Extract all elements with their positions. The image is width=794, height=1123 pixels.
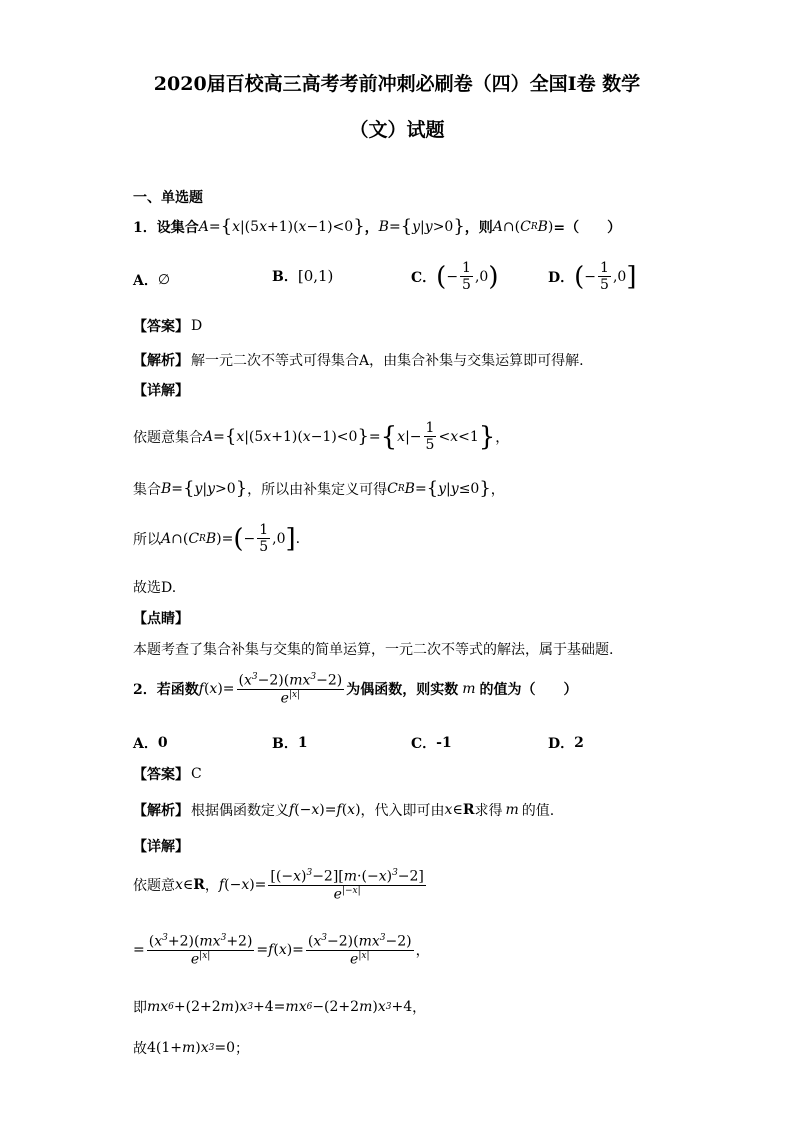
- q2-analysis: 【解析】 根据偶函数定义 f (− x )= f ( x ) ，代入即可由 x ∈ R 求得 m 的值.: [133, 802, 555, 819]
- q2-detail-line-2: = $\frac{(x^3+2)(mx^3+2)}{e^{|x|}}$ = f ( x )= $\frac{(x^3-2)(mx^3-2)}{e^{|x|}}$ ，: [133, 933, 430, 968]
- q1-option-c: C． ( − $\frac{1}{5}$ ,0 ): [411, 260, 499, 294]
- section-heading: 一、单选题: [133, 190, 203, 206]
- q2-detail-line-3: 即 mx 6 +(2+2 m ) x 3 +4= mx 6 −(2+2 m ) x 3 +4 ，: [133, 999, 427, 1016]
- question-1-stem: 1． 设集合 A = { x |(5 x +1)( x −1)<0 } ， B = { y | y >0 } ，则 A ∩( C R B ) =（ ）: [133, 216, 622, 237]
- q2-detail-line-1: 依题意 x ∈ R ， f (− x )= $\frac{[(-x)^3-2][m\cdot(-x)^3-2]}{e^{|-x|}}$: [133, 868, 424, 903]
- q1-detail-line-1: 依题意集合 A = { x |(5 x +1)( x −1)<0 } = { x |− $\frac{1}{5}$ < x <1 } ，: [133, 420, 510, 454]
- q1-detail-line-4: 故选D.: [133, 580, 177, 596]
- q2-option-b: B． 1: [272, 735, 308, 752]
- q1-comment: 本题考查了集合补集与交集的简单运算，一元二次不等式的解法，属于基础题.: [133, 642, 614, 658]
- set-b-formula: B = { y | y >0 }: [378, 216, 465, 237]
- question-number: 2．: [133, 682, 157, 699]
- q1-analysis: 【解析】 解一元二次不等式可得集合A，由集合补集与交集运算即可得解.: [133, 353, 584, 369]
- q1-option-b: B． [0,1): [272, 267, 334, 285]
- q2-answer: 【答案】 C: [133, 766, 202, 783]
- q1-option-a: A． ∅: [133, 272, 171, 289]
- page-subtitle: （文）试题: [349, 119, 445, 141]
- question-2-stem: 2． 若函数 f ( x )= $\frac{(x^3-2)(mx^3-2)}{e^{|x|}}$ 为偶函数，则实数 m 的值为（ ）: [133, 672, 578, 707]
- q1-detail-heading: 【详解】: [133, 383, 189, 399]
- q2-option-a: A． 0: [133, 735, 168, 752]
- q2-option-d: D． 2: [548, 735, 584, 752]
- q2-detail-heading: 【详解】: [133, 839, 189, 855]
- q1-detail-line-3: 所以 A ∩( C R B )= ( − $\frac{1}{5}$ ,0 ] .: [133, 522, 301, 556]
- q1-detail-line-2: 集合 B = { y | y >0 } ，所以由补集定义可得 C R B = { y | y ≤0 } ，: [133, 478, 505, 499]
- intersection-formula: A ∩( C R B ): [492, 218, 554, 235]
- q1-option-d: D． ( − $\frac{1}{5}$ ,0 ]: [548, 260, 637, 294]
- q1-answer: 【答案】 D: [133, 318, 203, 335]
- q2-detail-line-4: 故 4(1+ m ) x 3 =0 ；: [133, 1040, 250, 1057]
- q2-option-c: C． -1: [411, 735, 452, 752]
- set-a-formula: A = { x |(5 x +1)( x −1)<0 }: [198, 216, 365, 237]
- q1-comment-heading: 【点睛】: [133, 611, 189, 627]
- question-number: 1．: [133, 219, 157, 236]
- page-title: 2020届百校高三高考考前冲刺必刷卷（四）全国Ⅰ卷 数学: [153, 73, 641, 95]
